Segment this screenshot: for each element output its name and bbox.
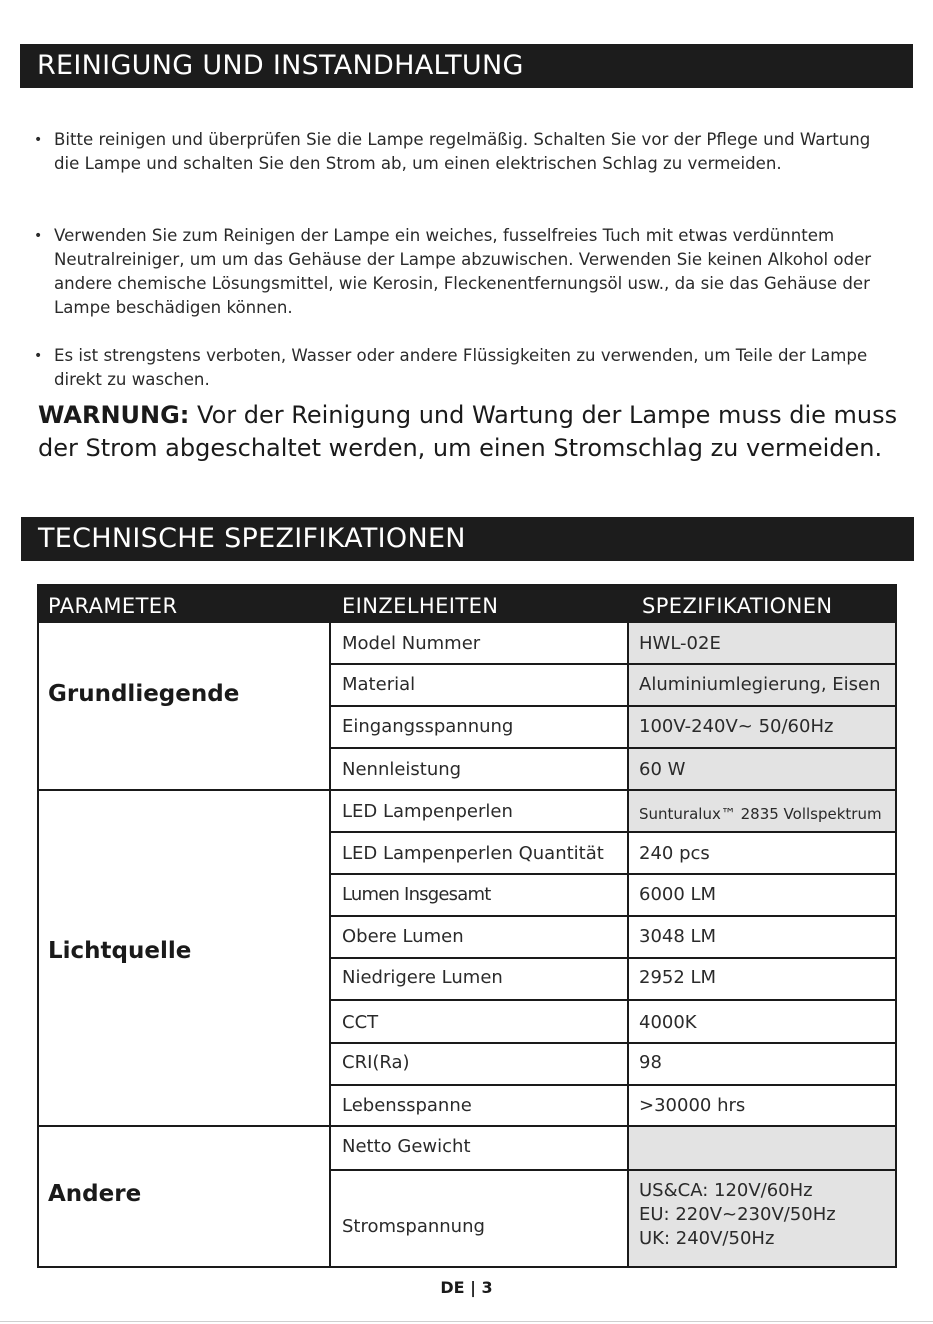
detail-cell: Stromspannung	[331, 1171, 629, 1266]
footer-divider	[0, 1321, 933, 1322]
spec-cell: 240 pcs	[629, 833, 895, 873]
spec-cell: 2952 LM	[629, 959, 895, 999]
detail-cell: Material	[331, 665, 629, 705]
table-row	[331, 1171, 895, 1266]
bullet-dot: •	[34, 132, 43, 148]
table-row	[331, 875, 895, 917]
warning-text: Vor der Reinigung und Wartung der Lampe muss die muss der Strom abgeschaltet werden, um einen Stromschlag zu vermeiden.	[38, 401, 898, 462]
spec-table	[37, 584, 897, 1268]
detail-cell: Eingangsspannung	[331, 707, 629, 747]
bullet-text: Verwenden Sie zum Reinigen der Lampe ein weiches, fusselfreies Tuch mit etwas verdünntem Neutralreiniger, um um das Gehäuse der Lampe abzuwischen. Verwenden Sie keinen Alkohol oder andere chemische Lösungsmittel, wie Kerosin, Fleckenentfernungsöl usw., da sie das Gehäuse der Lampe beschädigen können.	[54, 226, 872, 317]
bullet-text: Bitte reinigen und überprüfen Sie die Lampe regelmäßig. Schalten Sie vor der Pflege und Wartung die Lampe und schalten Sie den Strom ab, um einen elektrischen Schlag zu vermeiden.	[54, 130, 871, 173]
page-number: DE | 3	[440, 1278, 493, 1297]
group-cell-light-source	[39, 791, 331, 1127]
detail-cell: CCT	[331, 1001, 629, 1042]
cleaning-section-title: REINIGUNG UND INSTANDHALTUNG	[20, 44, 913, 88]
detail-cell: Model Nummer	[331, 623, 629, 663]
table-row	[331, 959, 895, 1001]
group-label: Grundliegende	[48, 681, 240, 707]
detail-cell: LED Lampenperlen Quantität	[331, 833, 629, 873]
detail-cell: LED Lampenperlen	[331, 791, 629, 831]
table-row	[331, 1127, 895, 1171]
table-row	[331, 665, 895, 707]
spec-cell: 98	[629, 1044, 895, 1084]
detail-cell: Netto Gewicht	[331, 1127, 629, 1169]
specs-section-title: TECHNISCHE SPEZIFIKATIONEN	[21, 517, 914, 561]
spec-cell: HWL-02E	[629, 623, 895, 663]
column-header-specs: SPEZIFIKATIONEN	[642, 594, 833, 618]
cleaning-bullet-3	[34, 344, 894, 392]
detail-cell: Niedrigere Lumen	[331, 959, 629, 999]
detail-cell: Lumen Insgesamt	[331, 875, 629, 915]
warning-label: WARNUNG:	[38, 401, 190, 429]
detail-cell: Lebensspanne	[331, 1086, 629, 1125]
table-row	[331, 1044, 895, 1086]
column-header-parameter: PARAMETER	[48, 594, 178, 618]
spec-cell: US&CA: 120V/60Hz EU: 220V~230V/50Hz UK: 240V/50Hz	[629, 1171, 895, 1266]
cleaning-bullet-2	[34, 224, 894, 320]
detail-cell: Obere Lumen	[331, 917, 629, 957]
spec-cell	[629, 1127, 895, 1169]
group-cell-basic	[39, 623, 331, 791]
spec-cell: 6000 LM	[629, 875, 895, 915]
spec-cell: Aluminiumlegierung, Eisen	[629, 665, 895, 705]
bullet-dot: •	[34, 348, 43, 364]
group-label: Andere	[48, 1181, 142, 1207]
table-row	[331, 623, 895, 665]
cleaning-bullet-1	[34, 128, 894, 176]
detail-cell: Nennleistung	[331, 749, 629, 789]
column-header-details: EINZELHEITEN	[342, 594, 499, 618]
spec-cell: 100V-240V~ 50/60Hz	[629, 707, 895, 747]
table-header	[39, 586, 895, 623]
table-row	[331, 917, 895, 959]
table-row	[331, 707, 895, 749]
table-row	[331, 833, 895, 875]
group-label: Lichtquelle	[48, 938, 192, 964]
spec-cell: 60 W	[629, 749, 895, 789]
spec-cell: 3048 LM	[629, 917, 895, 957]
group-cell-other	[39, 1127, 331, 1266]
table-row	[331, 1001, 895, 1044]
spec-cell: 4000K	[629, 1001, 895, 1042]
bullet-text: Es ist strengstens verboten, Wasser oder andere Flüssigkeiten zu verwenden, um Teile der Lampe direkt zu waschen.	[54, 346, 868, 389]
detail-cell: CRI(Ra)	[331, 1044, 629, 1084]
warning-note	[38, 399, 898, 464]
table-row	[331, 791, 895, 833]
spec-cell: Sunturalux™ 2835 Vollspektrum	[629, 791, 895, 831]
spec-cell: >30000 hrs	[629, 1086, 895, 1125]
table-row	[331, 1086, 895, 1127]
bullet-dot: •	[34, 228, 43, 244]
table-row	[331, 749, 895, 791]
